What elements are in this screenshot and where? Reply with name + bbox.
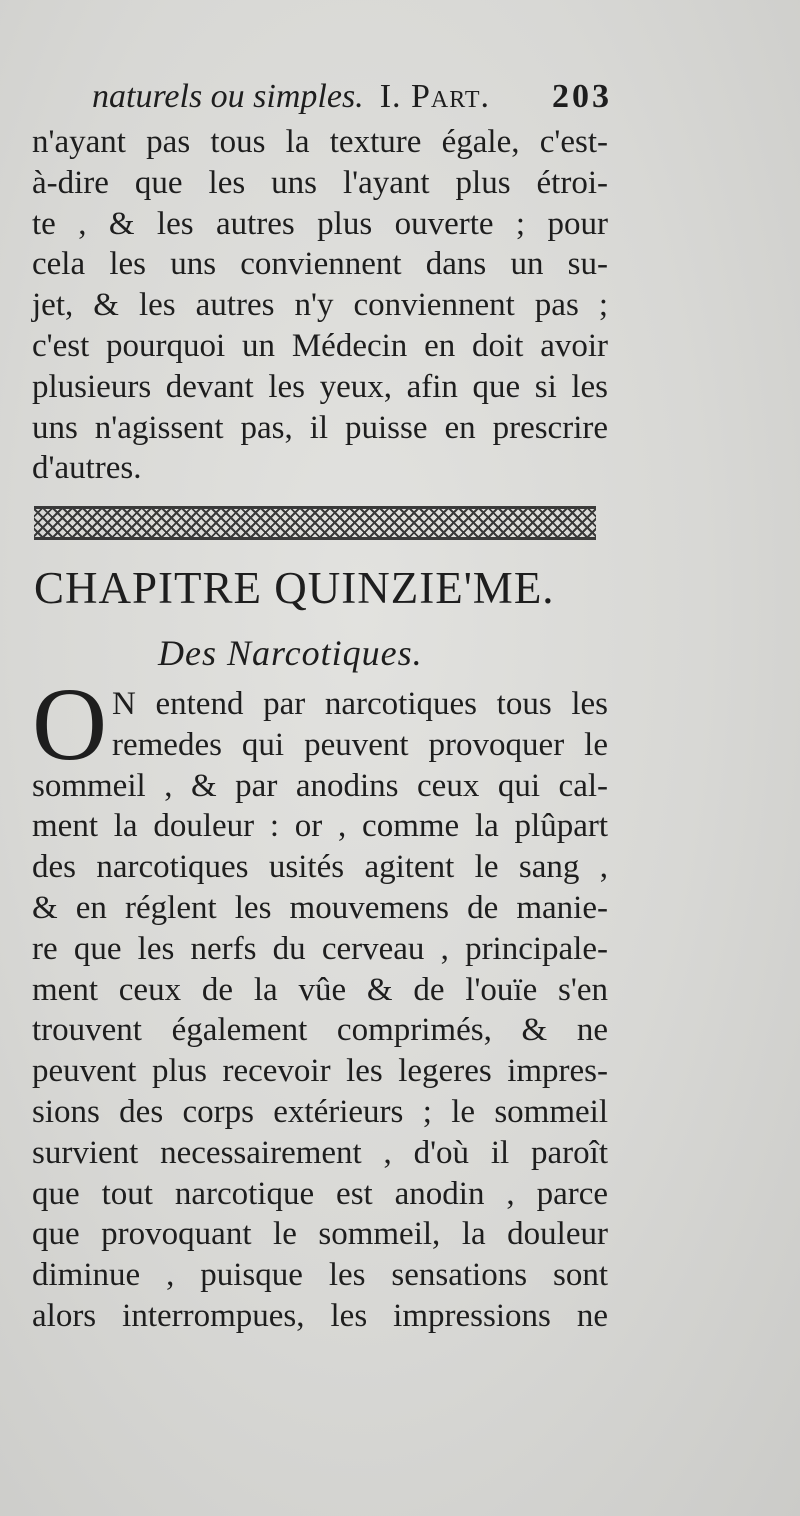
- running-head-part: I. Part.: [379, 78, 490, 115]
- text-line: trouvent également comprimés, & ne: [32, 1012, 608, 1049]
- text-line: jet, & les autres n'y conviennent pas ;: [32, 287, 608, 324]
- ornamental-divider: [34, 506, 596, 540]
- text-line: sommeil , & par anodins ceux qui cal-: [32, 767, 608, 804]
- text-line: alors interrompues, les impressions ne: [32, 1297, 608, 1334]
- running-head: [92, 72, 612, 122]
- text-line: & en réglent les mouvemens de manie-: [32, 889, 608, 926]
- page-number: 203: [552, 78, 612, 115]
- top-paragraph: [32, 122, 608, 489]
- text-line: re que les nerfs du cerveau , principale-: [32, 930, 608, 967]
- text-line: plusieurs devant les yeux, afin que si les: [32, 368, 608, 405]
- text-line: c'est pourquoi un Médecin en doit avoir: [32, 327, 608, 364]
- text-line: n'ayant pas tous la texture égale, c'est-: [32, 124, 608, 160]
- text-line: ment la douleur : or , comme la plûpart: [32, 808, 608, 845]
- chapter-title: CHAPITRE QUINZIE'ME.: [34, 563, 555, 613]
- text-line: survient necessairement , d'où il paroît: [32, 1134, 608, 1171]
- text-line: N entend par narcotiques tous les: [112, 686, 608, 722]
- drop-capital: O: [32, 667, 108, 782]
- running-head-title: naturels ou simples.: [92, 78, 364, 115]
- text-line: peuvent plus recevoir les legeres impres-: [32, 1053, 608, 1090]
- text-line: à-dire que les uns l'ayant plus étroi-: [32, 164, 608, 201]
- text-line: des narcotiques usités agitent le sang ,: [32, 849, 608, 886]
- text-line: que provoquant le sommeil, la douleur: [32, 1216, 608, 1253]
- text-line: diminue , puisque les sensations sont: [32, 1257, 608, 1294]
- text-line: te , & les autres plus ouverte ; pour: [32, 205, 608, 242]
- text-line: uns n'agissent pas, il puisse en prescrire: [32, 409, 608, 446]
- text-line: que tout narcotique est anodin , parce: [32, 1175, 608, 1212]
- chapter-subtitle: Des Narcotiques.: [158, 633, 423, 673]
- text-line: sions des corps extérieurs ; le sommeil: [32, 1093, 608, 1130]
- text-line: remedes qui peuvent provoquer le: [112, 726, 608, 763]
- body-paragraph: [32, 684, 608, 1337]
- text-line: ment ceux de la vûe & de l'ouïe s'en: [32, 971, 608, 1008]
- text-line: cela les uns conviennent dans un su-: [32, 246, 608, 283]
- text-line: d'autres.: [32, 450, 142, 487]
